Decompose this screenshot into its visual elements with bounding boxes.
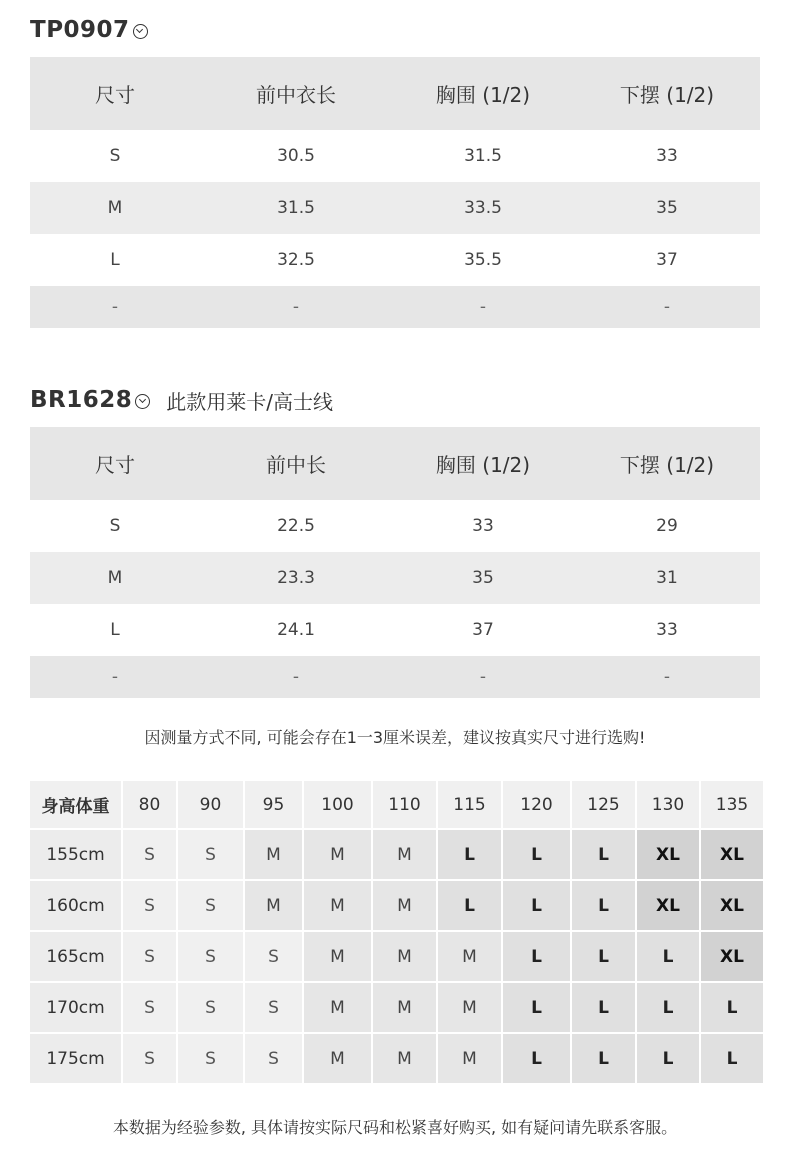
height-row bbox=[30, 881, 763, 930]
size-cell: L bbox=[438, 881, 501, 930]
size-cell: M bbox=[304, 932, 371, 981]
size-cell: L bbox=[503, 830, 570, 879]
size-cell: S bbox=[123, 830, 176, 879]
disclaimer-notice: 本数据为经验参数, 具体请按实际尺码和松紧喜好购买, 如有疑问请先联系客服。 bbox=[112, 1118, 678, 1137]
size-cell: S bbox=[178, 983, 243, 1032]
table-cell: 33 bbox=[656, 620, 678, 640]
size-table-br1628 bbox=[30, 427, 760, 698]
size-cell: L bbox=[438, 830, 501, 879]
weight-header: 125 bbox=[572, 781, 635, 828]
column-header: 前中长 bbox=[200, 427, 392, 500]
size-cell: M bbox=[373, 983, 436, 1032]
size-cell: M bbox=[304, 983, 371, 1032]
weight-header: 115 bbox=[438, 781, 501, 828]
size-cell: L bbox=[637, 983, 699, 1032]
size-cell: L bbox=[572, 881, 635, 930]
table-cell: 37 bbox=[656, 250, 678, 270]
weight-header: 120 bbox=[503, 781, 570, 828]
size-cell: M bbox=[304, 1034, 371, 1083]
height-row bbox=[30, 983, 763, 1032]
section-title-br1628 bbox=[30, 385, 333, 415]
column-header: 胸围 (1/2) bbox=[392, 57, 574, 130]
size-cell: L bbox=[701, 1034, 763, 1083]
column-header: 尺寸 bbox=[30, 427, 200, 500]
height-label: 165cm bbox=[30, 932, 121, 981]
table-cell: - bbox=[30, 286, 200, 328]
table-cell: - bbox=[30, 656, 200, 698]
size-cell: M bbox=[373, 1034, 436, 1083]
size-cell: L bbox=[503, 1034, 570, 1083]
size-cell: S bbox=[245, 1034, 302, 1083]
size-cell: L bbox=[572, 983, 635, 1032]
table-cell: 32.5 bbox=[277, 250, 315, 270]
column-header: 前中衣长 bbox=[200, 57, 392, 130]
size-cell: M bbox=[304, 830, 371, 879]
height-label: 170cm bbox=[30, 983, 121, 1032]
size-cell: L bbox=[572, 830, 635, 879]
size-cell: XL bbox=[701, 932, 763, 981]
size-cell: XL bbox=[637, 830, 699, 879]
table-cell: M bbox=[30, 552, 200, 604]
size-cell: L bbox=[572, 932, 635, 981]
table-header-row bbox=[30, 427, 760, 500]
weight-header: 100 bbox=[304, 781, 371, 828]
table-cell: 33.5 bbox=[392, 182, 574, 234]
size-cell: L bbox=[503, 983, 570, 1032]
measurement-notice: 因测量方式不同, 可能会存在1一3厘米误差，建议按真实尺寸进行选购! bbox=[144, 728, 646, 747]
table-cell: 24.1 bbox=[277, 620, 315, 640]
chevron-down-circle-icon bbox=[135, 394, 150, 409]
table-row bbox=[30, 604, 760, 656]
weight-header: 95 bbox=[245, 781, 302, 828]
product-code: BR1628 bbox=[30, 387, 133, 413]
table-cell: L bbox=[110, 620, 120, 640]
size-cell: L bbox=[572, 1034, 635, 1083]
table-cell: - bbox=[574, 286, 760, 328]
table-cell: 33 bbox=[472, 516, 494, 536]
table-cell: 37 bbox=[472, 620, 494, 640]
size-cell: XL bbox=[701, 881, 763, 930]
size-cell: L bbox=[503, 932, 570, 981]
size-cell: S bbox=[123, 983, 176, 1032]
size-cell: XL bbox=[637, 881, 699, 930]
section-title-tp0907 bbox=[30, 15, 148, 45]
table-header-row bbox=[30, 57, 760, 130]
table-cell: 35 bbox=[574, 182, 760, 234]
weight-header: 80 bbox=[123, 781, 176, 828]
size-cell: S bbox=[178, 830, 243, 879]
size-cell: M bbox=[245, 830, 302, 879]
product-code: TP0907 bbox=[30, 17, 130, 43]
column-header: 胸围 (1/2) bbox=[392, 427, 574, 500]
column-header: 尺寸 bbox=[30, 57, 200, 130]
height-row bbox=[30, 932, 763, 981]
table-cell: 30.5 bbox=[277, 146, 315, 166]
table-cell: - bbox=[574, 656, 760, 698]
size-cell: S bbox=[245, 983, 302, 1032]
column-header: 下摆 (1/2) bbox=[574, 57, 760, 130]
table-cell: 31.5 bbox=[200, 182, 392, 234]
table-row bbox=[30, 286, 760, 328]
table-cell: S bbox=[109, 516, 121, 536]
size-cell: L bbox=[701, 983, 763, 1032]
height-label: 160cm bbox=[30, 881, 121, 930]
table-cell: 29 bbox=[656, 516, 678, 536]
size-cell: S bbox=[123, 1034, 176, 1083]
table-row bbox=[30, 552, 760, 604]
weight-header: 110 bbox=[373, 781, 436, 828]
size-cell: M bbox=[438, 983, 501, 1032]
size-cell: M bbox=[373, 881, 436, 930]
weight-header: 130 bbox=[637, 781, 699, 828]
column-header: 下摆 (1/2) bbox=[574, 427, 760, 500]
table-cell: 31 bbox=[574, 552, 760, 604]
size-table-tp0907 bbox=[30, 57, 760, 328]
size-cell: M bbox=[438, 932, 501, 981]
size-cell: M bbox=[304, 881, 371, 930]
weight-header-row bbox=[30, 781, 763, 828]
table-row bbox=[30, 182, 760, 234]
height-row bbox=[30, 1034, 763, 1083]
size-cell: M bbox=[373, 932, 436, 981]
table-row bbox=[30, 130, 760, 182]
table-cell: - bbox=[200, 286, 392, 328]
table-cell: - bbox=[392, 656, 574, 698]
table-cell: L bbox=[110, 250, 120, 270]
size-cell: L bbox=[637, 1034, 699, 1083]
corner-label: 身高体重 bbox=[30, 781, 121, 828]
size-cell: S bbox=[123, 932, 176, 981]
table-cell: 35.5 bbox=[464, 250, 502, 270]
size-cell: L bbox=[637, 932, 699, 981]
table-cell: 23.3 bbox=[200, 552, 392, 604]
size-cell: M bbox=[438, 1034, 501, 1083]
table-row bbox=[30, 656, 760, 698]
size-cell: S bbox=[178, 1034, 243, 1083]
height-label: 155cm bbox=[30, 830, 121, 879]
size-cell: S bbox=[178, 881, 243, 930]
table-cell: - bbox=[200, 656, 392, 698]
size-cell: M bbox=[245, 881, 302, 930]
table-row bbox=[30, 500, 760, 552]
table-cell: 31.5 bbox=[464, 146, 502, 166]
size-cell: L bbox=[503, 881, 570, 930]
chevron-down-circle-icon bbox=[133, 24, 148, 39]
material-note: 此款用莱卡/高士线 bbox=[166, 389, 334, 414]
table-cell: S bbox=[109, 146, 121, 166]
height-label: 175cm bbox=[30, 1034, 121, 1083]
size-cell: S bbox=[245, 932, 302, 981]
table-cell: 33 bbox=[656, 146, 678, 166]
size-cell: S bbox=[178, 932, 243, 981]
height-row bbox=[30, 830, 763, 879]
weight-header: 135 bbox=[701, 781, 763, 828]
size-recommendation-table bbox=[28, 779, 765, 1085]
table-cell: M bbox=[30, 182, 200, 234]
size-cell: M bbox=[373, 830, 436, 879]
size-cell: XL bbox=[701, 830, 763, 879]
table-row bbox=[30, 234, 760, 286]
size-cell: S bbox=[123, 881, 176, 930]
table-cell: 22.5 bbox=[277, 516, 315, 536]
weight-header: 90 bbox=[178, 781, 243, 828]
table-cell: - bbox=[392, 286, 574, 328]
table-cell: 35 bbox=[392, 552, 574, 604]
